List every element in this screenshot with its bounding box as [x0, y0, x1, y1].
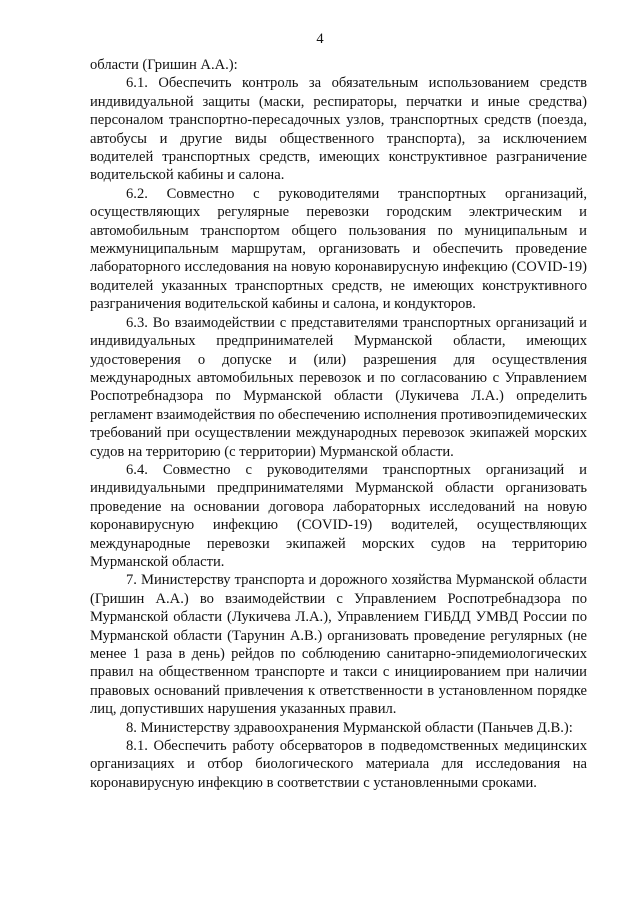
page-number: 4 — [316, 31, 324, 47]
paragraph-8: 8. Министерству здравоохранения Мурманской области (Паньчев Д.В.): — [126, 719, 573, 736]
paragraph-6-4: 6.4. Совместно с руководителями транспортных организаций и индивидуальными предпринимателями Мурманской области организовать проведение на основании договора лабораторных исследований на новую коронавирусную инфекцию (COVID-19) водителей, осуществляющих международные перевозки экипажей морских судов на территорию Мурманской области. — [90, 461, 587, 570]
paragraph-6-3: 6.3. Во взаимодействии с представителями транспортных организаций и индивидуальных предпринимателей Мурманской области, имеющих удостоверения о допуске и (или) разрешения для осуществления международных автомобильных перевозок и по согласованию с Управлением Роспотребнадзора по Мурманской области (Лукичева Л.А.) определить регламент взаимодействия по обеспечению исполнения противоэпидемических требований при осуществлении международных перевозок экипажей морских судов на территорию (с территории) Мурманской области. — [90, 314, 587, 460]
paragraph-7: 7. Министерству транспорта и дорожного хозяйства Мурманской области (Гришин А.А.) во взаимодействии с Управлением Роспотребнадзора по Мурманской области (Лукичева Л.А.), Управлением ГИБДД УМВД России по Мурманской области (Тарунин А.В.) организовать проведение регулярных (не менее 1 раза в день) рейдов по соблюдению санитарно-эпидемиологических правил на общественном транспорте и такси с инициированием при наличии правовых оснований привлечения к ответственности в установленном порядке лиц, допустивших нарушения указанных правил. — [90, 572, 587, 718]
paragraph-6-2: 6.2. Совместно с руководителями транспортных организаций, осуществляющих регулярные перевозки городским электрическим и автомобильным транспортом общего пользования по муниципальным и межмуниципальным маршрутам, организовать и обеспечить проведение лабораторного исследования на новую коронавирусную инфекцию (COVID-19) водителей указанных транспортных средств, не имеющих конструктивного разграничения водительской кабины и салона, и кондукторов. — [90, 185, 587, 313]
paragraph-continuation: области (Гришин А.А.): — [90, 57, 238, 73]
paragraph-8-1: 8.1. Обеспечить работу обсерваторов в подведомственных медицинских организациях и отбор биологического материала для исследования на коронавирусную инфекцию в соответствии с установленными сроками. — [90, 738, 587, 791]
paragraph-6-1: 6.1. Обеспечить контроль за обязательным использованием средств индивидуальной защиты (маски, респираторы, перчатки и иные средства) персоналом транспортно-пересадочных узлов, транспортных средств (поезда, автобусы и другие виды общественного транспорта), за исключением водителей транспортных средств, имеющих конструктивное разграничение водительской кабины и салона. — [90, 75, 587, 184]
document-body — [90, 56, 587, 792]
